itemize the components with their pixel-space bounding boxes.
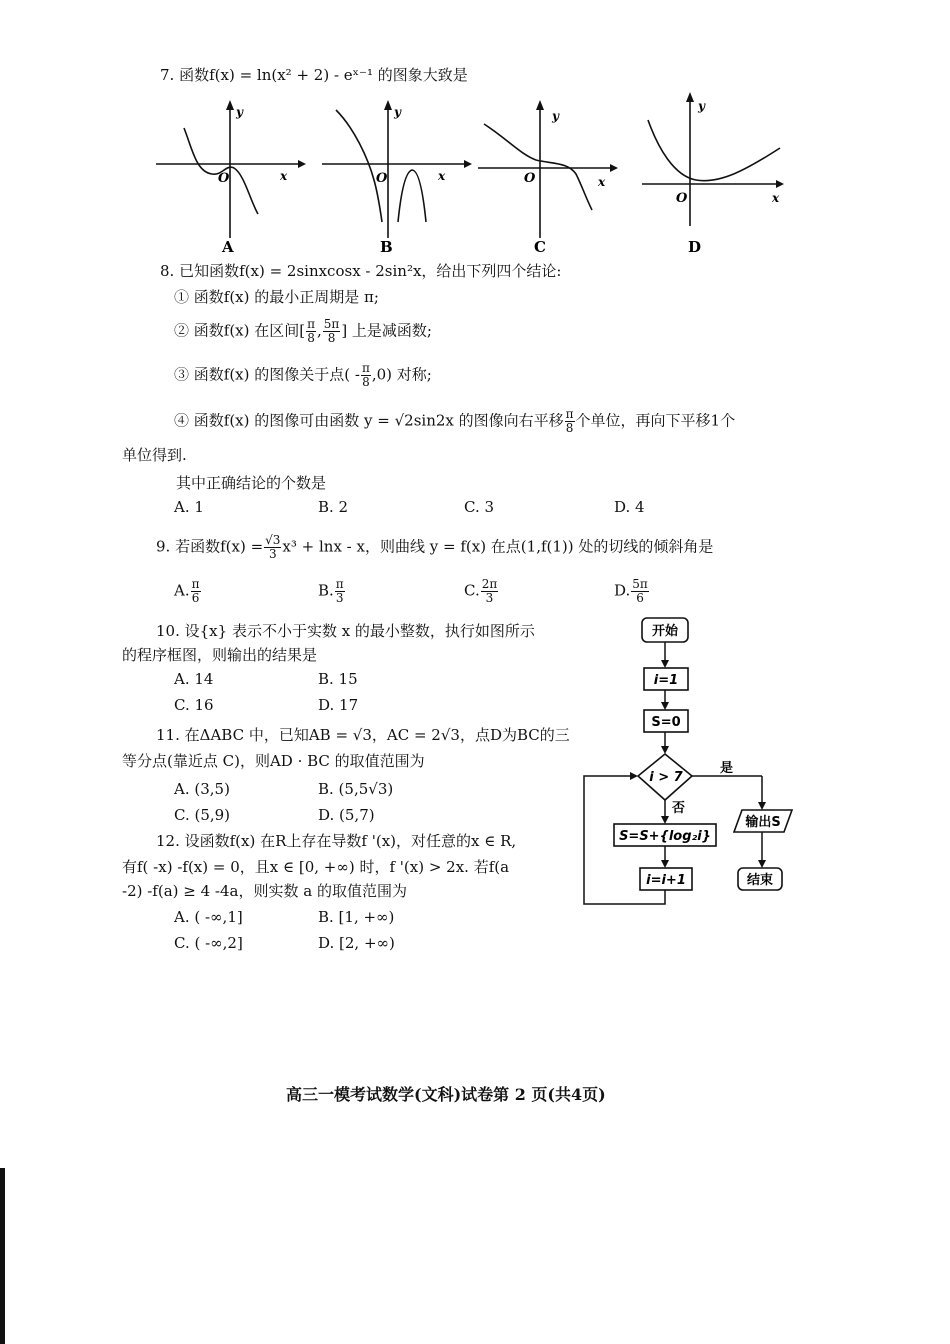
q8-c2-post: ] 上是减函数; bbox=[341, 321, 432, 340]
q9-stem bbox=[156, 534, 713, 561]
flowchart-init-i-text: i=1 bbox=[653, 673, 679, 688]
q11-line-1: 11. 在ΔABC 中，已知AB = √3，AC = 2√3，点D为BC的三 bbox=[156, 726, 570, 744]
flowchart-increment-text: i=i+1 bbox=[646, 873, 686, 888]
q10-option-b: B. 15 bbox=[318, 670, 358, 688]
q12-option-c: C. ( -∞,2] bbox=[174, 934, 243, 952]
graph-c-origin: O bbox=[524, 171, 536, 186]
q8-c2-pre: ② 函数f(x) 在区间[ bbox=[174, 321, 306, 340]
q10-line-1: 10. 设{x} 表示不小于实数 x 的最小整数，执行如图所示 bbox=[156, 622, 535, 640]
q8-c3-frac-den: 8 bbox=[362, 375, 370, 389]
graph-b-y-label: y bbox=[394, 105, 401, 119]
q8-c2-comma: , bbox=[317, 321, 322, 340]
q9-option-a-frac bbox=[191, 578, 201, 605]
q8-c3-frac-num: π bbox=[361, 361, 370, 375]
q10-option-a: A. 14 bbox=[174, 670, 214, 688]
graph-c bbox=[472, 98, 632, 258]
q9-option-a-letter: A. bbox=[174, 581, 190, 600]
q8-c3-post: ,0) 对称; bbox=[371, 365, 432, 384]
q12-line-1: 12. 设函数f(x) 在R上存在导数f '(x)，对任意的x ∈ R, bbox=[156, 832, 517, 850]
q8-stem: 8. 已知函数f(x) = 2sinxcosx - 2sin²x，给出下列四个结论: bbox=[160, 262, 562, 280]
q8-conclusion-2 bbox=[174, 318, 432, 345]
graph-c-y-label: y bbox=[552, 109, 559, 123]
q8-conclusion-1: ① 函数f(x) 的最小正周期是 π; bbox=[174, 288, 379, 306]
flowchart-yes-label: 是 bbox=[720, 761, 734, 776]
q9-option-b bbox=[318, 578, 346, 605]
graph-b-label: B bbox=[380, 238, 393, 256]
q8-ask: 其中正确结论的个数是 bbox=[176, 474, 327, 492]
q9-stem-frac-num: √3 bbox=[265, 533, 281, 547]
q10-line-2: 的程序框图，则输出的结果是 bbox=[122, 646, 318, 664]
q11-option-b: B. (5,5√3) bbox=[318, 780, 394, 798]
flowchart-body-text: S=S+{log₂i} bbox=[619, 829, 711, 844]
q12-line-3: -2) -f(a) ≥ 4 -4a，则实数 a 的取值范围为 bbox=[122, 882, 407, 900]
q9-option-b-num: π bbox=[335, 577, 344, 591]
flowchart-end-text: 结束 bbox=[746, 873, 774, 888]
q9-option-a-den: 6 bbox=[191, 591, 200, 605]
flowchart-start-text: 开始 bbox=[651, 624, 679, 639]
graph-a-x-label: x bbox=[280, 169, 288, 183]
q8-option-c: C. 3 bbox=[464, 498, 495, 516]
q9-option-c-den: 3 bbox=[485, 591, 494, 605]
q12-option-b: B. [1, +∞) bbox=[318, 908, 395, 926]
q11-option-c: C. (5,9) bbox=[174, 806, 231, 824]
graph-c-label: C bbox=[534, 238, 546, 256]
q9-option-a bbox=[174, 578, 202, 605]
graph-d-x-label: x bbox=[772, 191, 780, 205]
q8-option-b: B. 2 bbox=[318, 498, 349, 516]
q9-option-d bbox=[614, 578, 650, 605]
q9-option-c-num: 2π bbox=[481, 577, 498, 591]
q9-stem-frac-den: 3 bbox=[268, 547, 277, 561]
flowchart-output-text: 输出S bbox=[745, 815, 781, 830]
q8-c2-frac-2 bbox=[323, 318, 341, 345]
q8-option-a: A. 1 bbox=[174, 498, 204, 516]
graph-a bbox=[150, 98, 310, 258]
graph-d-y-label: y bbox=[698, 99, 705, 113]
q12-option-a: A. ( -∞,1] bbox=[174, 908, 243, 926]
graph-c-x-label: x bbox=[598, 175, 606, 189]
q9-option-c-letter: C. bbox=[464, 581, 480, 600]
q9-option-d-den: 6 bbox=[636, 591, 644, 605]
graph-a-y-label: y bbox=[236, 105, 243, 119]
q10-option-c: C. 16 bbox=[174, 696, 214, 714]
q10-option-d: D. 17 bbox=[318, 696, 359, 714]
graph-a-origin: O bbox=[218, 171, 230, 186]
graph-d-origin: O bbox=[676, 191, 688, 206]
q9-option-a-num: π bbox=[191, 577, 200, 591]
flowchart-condition-text: i > 7 bbox=[649, 770, 683, 785]
q8-c4-post: 个单位，再向下平移1个 bbox=[575, 411, 736, 430]
q8-c2-frac-1-num: π bbox=[307, 317, 315, 331]
q7-stem: 7. 函数f(x) = ln(x² + 2) - eˣ⁻¹ 的图象大致是 bbox=[160, 66, 468, 84]
graph-a-label: A bbox=[222, 238, 234, 256]
q8-conclusion-3 bbox=[174, 362, 432, 389]
q9-option-d-letter: D. bbox=[614, 581, 631, 600]
q11-option-d: D. (5,7) bbox=[318, 806, 375, 824]
q9-option-b-letter: B. bbox=[318, 581, 334, 600]
flowchart-init-s-text: S=0 bbox=[651, 715, 681, 730]
flowchart-no-label: 否 bbox=[672, 801, 686, 816]
q12-option-d: D. [2, +∞) bbox=[318, 934, 395, 952]
q9-option-c bbox=[464, 578, 499, 605]
page-footer: 高三一模考试数学(文科)试卷第 2 页(共4页) bbox=[286, 1085, 606, 1104]
q8-c2-frac-1-den: 8 bbox=[307, 331, 315, 345]
q8-c3-frac bbox=[361, 362, 371, 389]
q8-option-d: D. 4 bbox=[614, 498, 645, 516]
q9-option-c-frac bbox=[481, 578, 499, 605]
q8-c2-frac-2-num: 5π bbox=[323, 317, 340, 331]
q11-option-a: A. (3,5) bbox=[174, 780, 230, 798]
scan-edge-bar bbox=[0, 1168, 5, 1344]
graph-d-label: D bbox=[688, 238, 702, 256]
graph-b-x-label: x bbox=[438, 169, 446, 183]
q9-stem-frac bbox=[264, 534, 281, 561]
q9-stem-pre: 9. 若函数f(x) = bbox=[156, 537, 264, 556]
q12-line-2: 有f( -x) -f(x) = 0，且x ∈ [0, +∞) 时，f '(x) > 2x. 若f(a bbox=[122, 858, 510, 876]
q8-conclusion-4 bbox=[174, 408, 735, 435]
q8-c2-frac-2-den: 8 bbox=[327, 331, 336, 345]
graph-b bbox=[316, 98, 476, 258]
q9-stem-post: x³ + lnx - x，则曲线 y = f(x) 在点(1,f(1)) 处的切线的倾斜角是 bbox=[282, 537, 714, 556]
q8-c4-frac-num: π bbox=[565, 407, 574, 421]
q8-c4-frac-den: 8 bbox=[565, 421, 574, 435]
q8-c4-frac bbox=[565, 408, 575, 435]
q9-option-b-frac bbox=[335, 578, 345, 605]
q11-line-2: 等分点(靠近点 C)，则AD · BC 的取值范围为 bbox=[122, 752, 425, 770]
q9-option-d-frac bbox=[631, 578, 649, 605]
q9-option-b-den: 3 bbox=[335, 591, 344, 605]
q8-c3-pre: ③ 函数f(x) 的图像关于点( - bbox=[174, 365, 360, 384]
graph-d bbox=[636, 90, 796, 258]
q8-c4-pre: ④ 函数f(x) 的图像可由函数 y = √2sin2x 的图像向右平移 bbox=[174, 411, 564, 430]
q8-conclusion-4-cont: 单位得到. bbox=[122, 446, 187, 464]
graph-b-origin: O bbox=[376, 171, 388, 186]
q9-option-d-num: 5π bbox=[632, 577, 648, 591]
q8-c2-frac-1 bbox=[306, 318, 316, 345]
flowchart bbox=[580, 614, 820, 914]
